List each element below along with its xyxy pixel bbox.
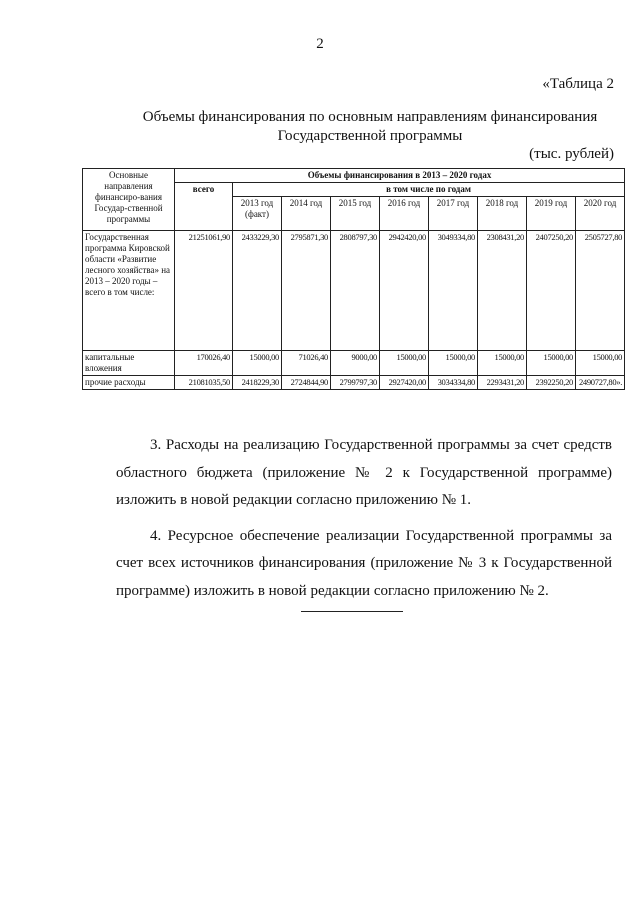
cell-2016: 2942420,00 <box>380 231 429 351</box>
cell-2017: 3049334,80 <box>429 231 478 351</box>
row-label: капитальные вложения <box>83 351 175 376</box>
table-title-line-2: Государственной программы <box>277 128 463 144</box>
table-title-line-1: Объемы финансирования по основным направлениям финансирования <box>142 109 598 125</box>
paragraph-3: 3. Расходы на реализацию Государственной программы за счет средств областного бюджета (приложение № 2 к Государственной программе) изложить в новой редакции согласно приложению № 1. <box>116 437 612 508</box>
cell-2019: 2407250,20 <box>527 231 576 351</box>
table-row-other-expenses <box>83 376 625 390</box>
cell-2015: 9000,00 <box>331 351 380 376</box>
header-financing-group: Объемы финансирования в 2013 – 2020 годах <box>175 169 625 183</box>
header-year-2018: 2018 год <box>478 197 527 231</box>
header-total: всего <box>175 183 233 231</box>
header-row-1 <box>83 169 625 183</box>
cell-2017: 15000,00 <box>429 351 478 376</box>
cell-2020: 2490727,80». <box>576 376 625 390</box>
cell-2013: 15000,00 <box>233 351 282 376</box>
body-text <box>116 432 612 605</box>
cell-2018: 2308431,20 <box>478 231 527 351</box>
header-year-2013: 2013 год (факт) <box>233 197 282 231</box>
cell-2013: 2418229,30 <box>233 376 282 390</box>
header-year-2014: 2014 год <box>282 197 331 231</box>
cell-2020: 2505727,80 <box>576 231 625 351</box>
table-row-program-total <box>83 231 625 351</box>
cell-2018: 15000,00 <box>478 351 527 376</box>
cell-2015: 2799797,30 <box>331 376 380 390</box>
header-year-2015: 2015 год <box>331 197 380 231</box>
header-year-2019: 2019 год <box>527 197 576 231</box>
financing-table <box>82 168 625 390</box>
cell-total: 21251061,90 <box>175 231 233 351</box>
header-year-2020: 2020 год <box>576 197 625 231</box>
page-number: 2 <box>316 36 324 52</box>
table-label: «Таблица 2 <box>542 76 614 92</box>
table-title <box>120 108 620 146</box>
header-by-years: в том числе по годам <box>233 183 625 197</box>
header-directions: Основные направления финансиро-вания Государ-ственной программы <box>83 169 175 231</box>
cell-2018: 2293431,20 <box>478 376 527 390</box>
cell-total: 170026,40 <box>175 351 233 376</box>
cell-total: 21081035,50 <box>175 376 233 390</box>
end-divider-line <box>301 611 403 612</box>
cell-2014: 2724844,90 <box>282 376 331 390</box>
units-label: (тыс. рублей) <box>529 146 614 162</box>
table-row-capital-investments <box>83 351 625 376</box>
cell-2015: 2808797,30 <box>331 231 380 351</box>
cell-2016: 15000,00 <box>380 351 429 376</box>
cell-2016: 2927420,00 <box>380 376 429 390</box>
row-label: Государственная программа Кировской области «Развитие лесного хозяйства» на 2013 – 2020 годы – всего в том числе: <box>83 231 175 351</box>
cell-2014: 71026,40 <box>282 351 331 376</box>
row-label: прочие расходы <box>83 376 175 390</box>
cell-2020: 15000,00 <box>576 351 625 376</box>
cell-2013: 2433229,30 <box>233 231 282 351</box>
header-year-2017: 2017 год <box>429 197 478 231</box>
cell-2019: 15000,00 <box>527 351 576 376</box>
header-year-2016: 2016 год <box>380 197 429 231</box>
cell-2014: 2795871,30 <box>282 231 331 351</box>
cell-2019: 2392250,20 <box>527 376 576 390</box>
paragraph-4: 4. Ресурсное обеспечение реализации Государственной программы за счет всех источников финансирования (приложение № 3 к Государственной программе) изложить в новой редакции согласно приложению № 2. <box>116 527 612 599</box>
cell-2017: 3034334,80 <box>429 376 478 390</box>
